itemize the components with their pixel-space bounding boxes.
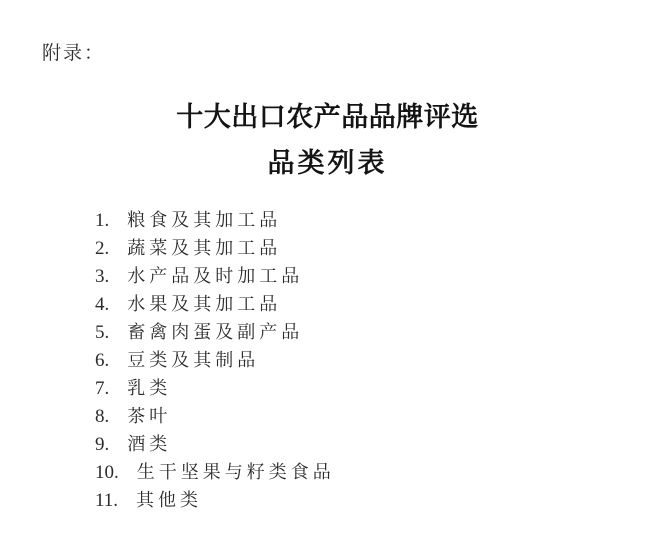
list-item — [95, 430, 335, 458]
list-item-number: 7. — [95, 378, 110, 399]
list-item-text: 乳类 — [127, 378, 172, 398]
doc-title-line1: 十大出口农产品品牌评选 — [176, 102, 479, 132]
list-item-number: 1. — [95, 210, 110, 231]
list-item — [95, 402, 335, 430]
list-item-text: 畜禽肉蛋及副产品 — [127, 322, 304, 342]
category-list — [95, 206, 335, 514]
list-item — [95, 346, 335, 374]
appendix-label: 附录： — [42, 43, 106, 64]
list-item-text: 酒类 — [127, 434, 172, 454]
list-item — [95, 486, 335, 514]
list-item-text: 生干坚果与籽类食品 — [136, 462, 335, 482]
list-item — [95, 262, 335, 290]
doc-title-line2: 品类列表 — [267, 148, 388, 178]
list-item-text: 粮食及其加工品 — [127, 210, 282, 230]
list-item — [95, 318, 335, 346]
list-item-text: 水果及其加工品 — [127, 294, 282, 314]
list-item-text: 豆类及其制品 — [127, 350, 260, 370]
list-item-number: 11. — [95, 490, 119, 511]
list-item-number: 8. — [95, 406, 110, 427]
list-item-number: 3. — [95, 266, 110, 287]
list-item — [95, 290, 335, 318]
list-item-number: 2. — [95, 238, 110, 259]
list-item-number: 10. — [95, 462, 119, 483]
list-item-number: 5. — [95, 322, 110, 343]
list-item-text: 水产品及时加工品 — [127, 266, 304, 286]
list-item-number: 4. — [95, 294, 110, 315]
list-item-number: 6. — [95, 350, 110, 371]
list-item-number: 9. — [95, 434, 110, 455]
list-item — [95, 458, 335, 486]
list-item-text: 茶叶 — [127, 406, 172, 426]
list-item — [95, 206, 335, 234]
list-item — [95, 374, 335, 402]
list-item — [95, 234, 335, 262]
list-item-text: 蔬菜及其加工品 — [127, 238, 282, 258]
list-item-text: 其他类 — [136, 490, 203, 510]
